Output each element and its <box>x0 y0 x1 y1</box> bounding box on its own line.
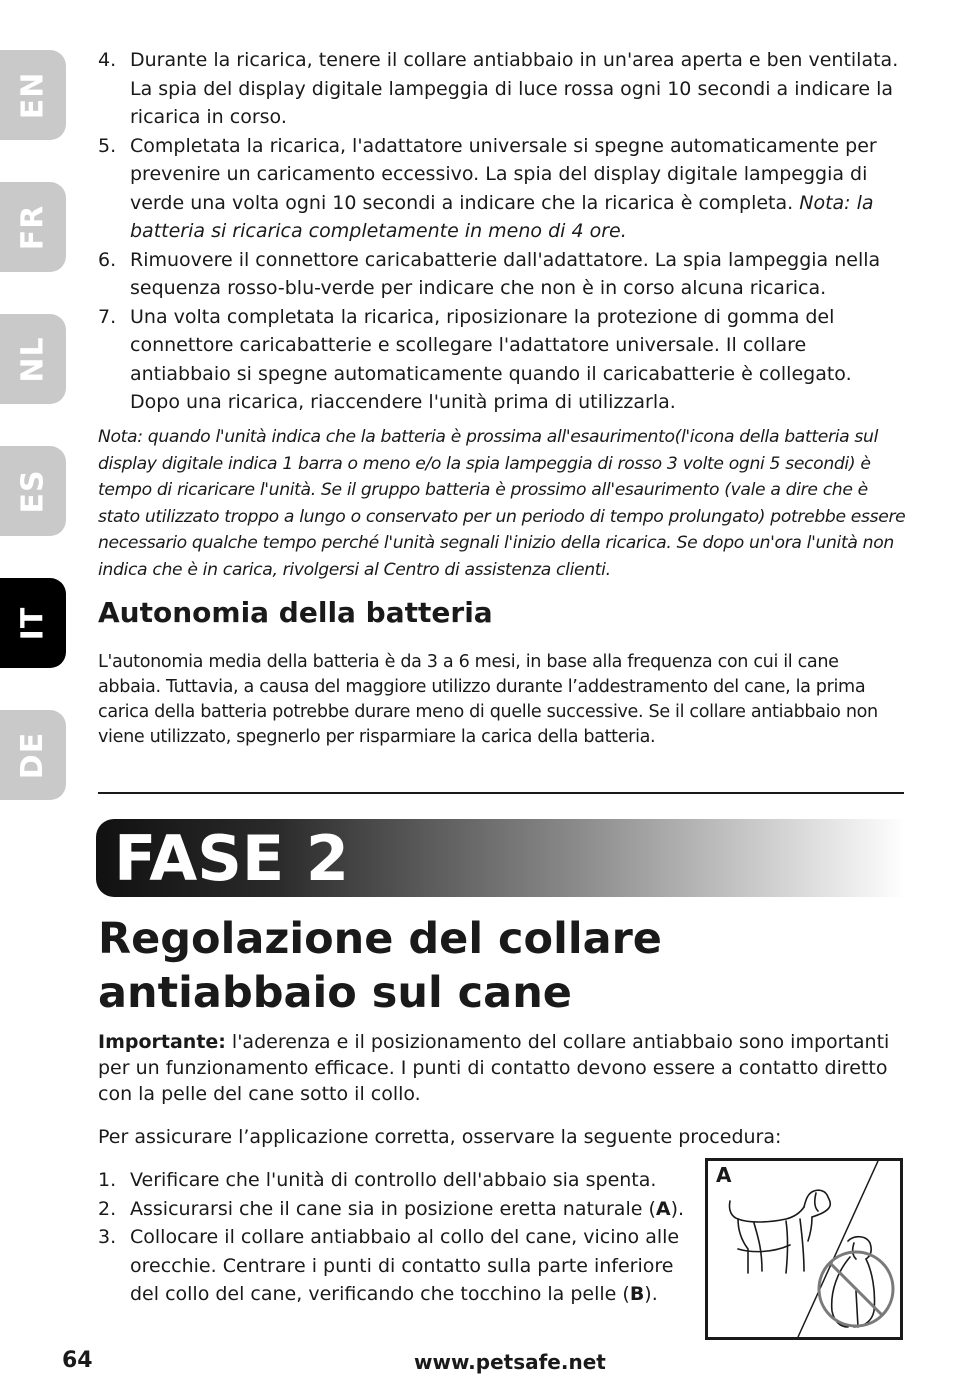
list-item: 7. Una volta completata la ricarica, riposizionare la protezione di gomma del connettore caricabatterie e scollegare l'adattatore universale. Il collare antiabbaio si spegne automaticamente quando il caricabatterie è collegato. Dopo una ricarica, riaccendere l'unità prima di utilizzarla. <box>98 305 852 413</box>
charging-steps <box>98 46 906 417</box>
tab-label: ES <box>15 468 51 514</box>
prohibited-icon <box>819 1252 893 1326</box>
section-title: Regolazione del collare antiabbaio sul cane <box>98 914 662 1018</box>
important-label: Importante: <box>98 1031 226 1053</box>
figure-label: A <box>716 1163 732 1187</box>
tab-fr[interactable] <box>0 182 66 272</box>
website-link[interactable]: www.petsafe.net <box>414 1350 606 1374</box>
intro-text: Per assicurare l’applicazione corretta, osservare la seguente procedura: <box>98 1126 782 1148</box>
tab-it[interactable] <box>0 578 66 668</box>
list-item: 2. Assicurarsi che il cane sia in posizione eretta naturale (A). <box>98 1197 685 1220</box>
phase-label: FASE 2 <box>114 822 349 895</box>
list-item: 6. Rimuovere il connettore caricabatterie dall'adattatore. La spia lampeggia nella sequenza rosso-blu-verde per indicare che non è in corso alcuna ricarica. <box>98 248 881 299</box>
inline-note: Nota: la batteria si ricarica completamente in meno di 4 ore. <box>130 191 874 242</box>
tab-en[interactable] <box>0 50 66 140</box>
tab-label: IT <box>15 606 51 640</box>
battery-heading: Autonomia della batteria <box>98 596 493 629</box>
tab-de[interactable] <box>0 710 66 800</box>
page-number: 64 <box>62 1348 93 1373</box>
list-item: 5. Completata la ricarica, l'adattatore universale si spegne automaticamente per prevenire un caricamento eccessivo. La spia del display digitale lampeggia di verde una volta ogni 10 secondi a indicare che la ricarica è completa. Nota: la batteria si ricarica completamente in meno di 4 ore. <box>98 134 877 242</box>
dog-drawing <box>708 1161 900 1337</box>
phase-banner <box>96 819 906 897</box>
standing-dog-icon <box>729 1190 830 1273</box>
list-item: 4. Durante la ricarica, tenere il collare antiabbaio in un'area aperta e ben ventilata. La spia del display digitale lampeggia di luce rossa ogni 10 secondi a indicare la ricarica in corso. <box>98 49 899 128</box>
battery-text: L'autonomia media della batteria è da 3 a 6 mesi, in base alla frequenza con cui il cane abbaia. Tuttavia, a causa del maggiore utilizzo durante l’addestramento del cane, la prima carica della batteria potrebbe durare meno di quelle successive. Se il collare antiabbaio non viene utilizzato, spegnerlo per risparmiare la carica della batteria. <box>98 652 878 747</box>
divider <box>98 792 904 794</box>
battery-note: Nota: quando l'unità indica che la batteria è prossima all'esaurimento(l'icona della batteria sul display digitale indica 1 barra o meno e/o la spia lampeggia di rosso 3 volte ogni 5 secondi) è tempo di ricaricare l'unità. Se il gruppo batteria è prossimo all'esaurimento (vale a dire che è stato utilizzato troppo a lungo o conservato per un periodo di tempo prolungato) potrebbe essere necessario qualche tempo perché l'unità segnali l'inizio della ricarica. Se dopo un'ora l'unità non indica che è in carica, rivolgersi al Centro di assistenza clienti. <box>98 427 906 580</box>
tab-nl[interactable] <box>0 314 66 404</box>
list-item: 3. Collocare il collare antiabbaio al collo del cane, vicino alle orecchie. Centrare i punti di contatto sulla parte inferiore del collo del cane, verificando che tocchino la pelle (B). <box>98 1226 680 1305</box>
important-paragraph: Importante: l'aderenza e il posizionamento del collare antiabbaio sono importanti per un funzionamento efficace. I punti di contatto devono essere a contatto diretto con la pelle del cane sotto il collo. <box>98 1031 890 1105</box>
tab-label: NL <box>15 335 51 383</box>
tab-label: FR <box>15 204 51 250</box>
tab-label: DE <box>15 731 51 779</box>
tab-label: EN <box>15 71 51 119</box>
list-item: 1. Verificare che l'unità di controllo dell'abbaio sia spenta. <box>98 1169 657 1191</box>
fitting-steps <box>98 1166 698 1309</box>
tab-es[interactable] <box>0 446 66 536</box>
dog-illustration <box>705 1158 903 1340</box>
